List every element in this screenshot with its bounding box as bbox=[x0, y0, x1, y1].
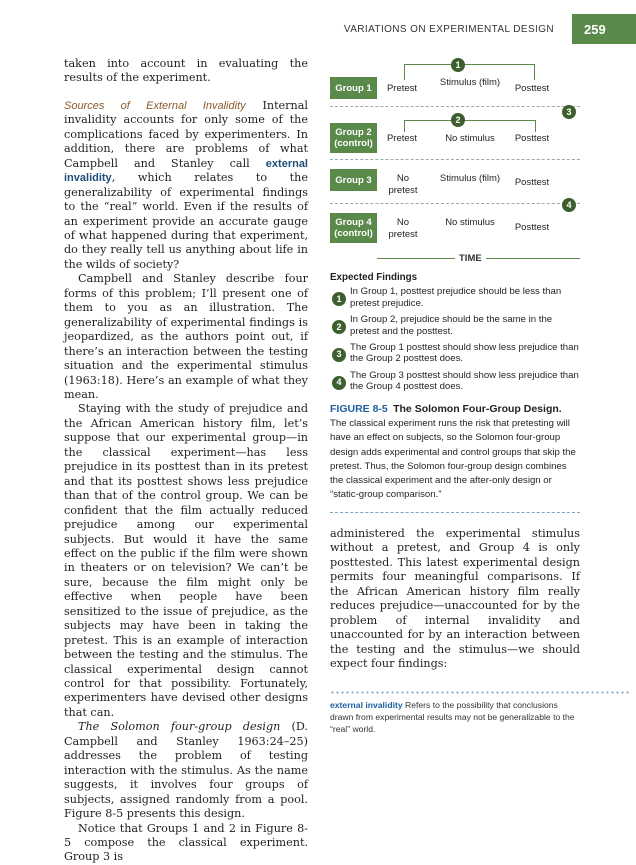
finding-item: 4 The Group 3 posttest should show less prejudice than the Group 4 posttest does. bbox=[330, 370, 580, 393]
findings-title: Expected Findings bbox=[330, 272, 418, 283]
group-2-no-stimulus: No stimulus bbox=[445, 133, 495, 144]
paragraph: Notice that Groups 1 and 2 in Figure 8-5 compose the classical experiment. Group 3 is bbox=[64, 821, 308, 864]
marker-4: 4 bbox=[562, 198, 576, 212]
figure-caption bbox=[330, 402, 580, 502]
expected-findings bbox=[330, 272, 580, 398]
group-1-posttest: Posttest bbox=[514, 83, 550, 94]
group-2-posttest: Posttest bbox=[514, 133, 550, 144]
group-4-label: Group 4 (control) bbox=[330, 213, 377, 243]
time-axis bbox=[377, 254, 580, 264]
paragraph: Staying with the study of prejudice and the African American history film, let’s suppose that our experimental group—in the classical experiment—has less prejudice in its posttest than in its pretest and that its posttest shows less prejudice than that of the control group. We can be confident that the film actually reduced prejudice among our experimental subjects. But would it have the same effect on the public if the film were shown in theaters or on television? We can’t be sure, because the film might only be effective when people have been sensitized to the issue of prejudice, as the subjects may have been in taking the pretest. This is an example of interaction between the testing and the stimulus. The classical experimental design cannot control for that possibility. Fortunately, experimenters have devised other designs that can. bbox=[64, 402, 308, 719]
key-term: external invalidity bbox=[64, 157, 308, 185]
group-4-posttest: Posttest bbox=[514, 222, 550, 233]
figure-text: The classical experiment runs the risk that pretesting will have an effect on subjects, so the Solomon four-group design adds experimental and control groups that skip the pretest. Thus, the Solomon four-group design combines the classical experiment and the after-only design or “static-group comparison.” bbox=[330, 418, 576, 501]
paragraph: Campbell and Stanley describe four forms of this problem; I’ll present one of them to you as an illustration. The generalizability of experimental findings is jeopardized, as the authors point out, if there’s an interaction between the testing situation and the experimental stimulus (1963:18). Here’s an example of what they mean. bbox=[64, 272, 308, 401]
finding-marker: 2 bbox=[332, 320, 346, 334]
paragraph-solomon: The Solomon four-group design (D. Campbell and Stanley 1963:24–25) addresses the problem of testing interaction with the stimulus. As the name suggests, it involves four groups of subjects, assigned randomly from a pool. Figure 8-5 presents this design. bbox=[64, 720, 308, 821]
glossary-term: external invalidity bbox=[330, 700, 403, 710]
glossary-definition: Refers to the possibility that conclusions drawn from experimental results may not be generalizable to the “real” world. bbox=[330, 700, 575, 735]
caption-separator bbox=[330, 512, 580, 513]
figure-title: The Solomon Four-Group Design. bbox=[393, 403, 562, 415]
section-heading: Sources of External Invalidity bbox=[64, 99, 246, 112]
divider bbox=[330, 106, 580, 107]
finding-marker: 1 bbox=[332, 292, 346, 306]
divider bbox=[330, 159, 580, 160]
finding-item: 2 In Group 2, prejudice should be the same in the pretest and the posttest. bbox=[330, 314, 580, 337]
finding-item: 1 In Group 1, posttest prejudice should be less than pretest prejudice. bbox=[330, 286, 580, 309]
finding-marker: 4 bbox=[332, 376, 346, 390]
marker-3: 3 bbox=[562, 105, 576, 119]
time-label: TIME bbox=[455, 253, 486, 264]
running-title: VARIATIONS ON EXPERIMENTAL DESIGN bbox=[343, 24, 554, 35]
page-number: 259 bbox=[572, 14, 636, 44]
group-3-label: Group 3 bbox=[330, 169, 377, 191]
marker-2: 2 bbox=[451, 113, 465, 127]
glossary-divider bbox=[330, 691, 630, 694]
paragraph-continuation: taken into account in evaluating the results of the experiment. bbox=[64, 57, 308, 85]
marker-1: 1 bbox=[451, 58, 465, 72]
group-3-stimulus: Stimulus (film) bbox=[439, 173, 501, 184]
group-1-label: Group 1 bbox=[330, 77, 377, 99]
group-4-no-pretest: No pretest bbox=[388, 217, 418, 240]
finding-marker: 3 bbox=[332, 348, 346, 362]
group-2-pretest: Pretest bbox=[386, 133, 418, 144]
group-1-stimulus: Stimulus (film) bbox=[439, 77, 501, 88]
group-2-label: Group 2 (control) bbox=[330, 123, 377, 153]
divider bbox=[330, 203, 580, 204]
solomon-diagram bbox=[330, 57, 580, 269]
group-3-posttest: Posttest bbox=[514, 177, 550, 188]
group-3-no-pretest: No pretest bbox=[388, 173, 418, 196]
arrow-group1-right bbox=[523, 64, 535, 80]
left-column bbox=[64, 57, 308, 865]
group-4-no-stimulus: No stimulus bbox=[445, 217, 495, 228]
paragraph-external-invalidity: Sources of External Invalidity Internal invalidity accounts for only some of the complications faced by experimenters. In addition, there are problems of what Campbell and Stanley call external invalidity, which relates to the generalizability of experimental findings to the “real” world. Even if the results of an experiment provide an accurate gauge of what happened during that experiment, do they really tell us anything about life in the wilds of society? bbox=[64, 98, 308, 271]
figure-label: FIGURE 8-5 bbox=[330, 403, 388, 415]
right-column-text: administered the experimental stimulus without a pretest, and Group 4 is only posttested. This latest experimental design permits four meaningful comparisons. If the African American history film really reduces prejudice—unaccounted for by the problem of internal invalidity and unaccounted for by an interaction between the testing and the stimulus—we should expect four findings: bbox=[330, 527, 580, 671]
glossary-entry bbox=[330, 699, 580, 736]
group-1-pretest: Pretest bbox=[386, 83, 418, 94]
finding-item: 3 The Group 1 posttest should show less prejudice than the Group 2 posttest does. bbox=[330, 342, 580, 365]
arrow-group2 bbox=[404, 120, 536, 132]
